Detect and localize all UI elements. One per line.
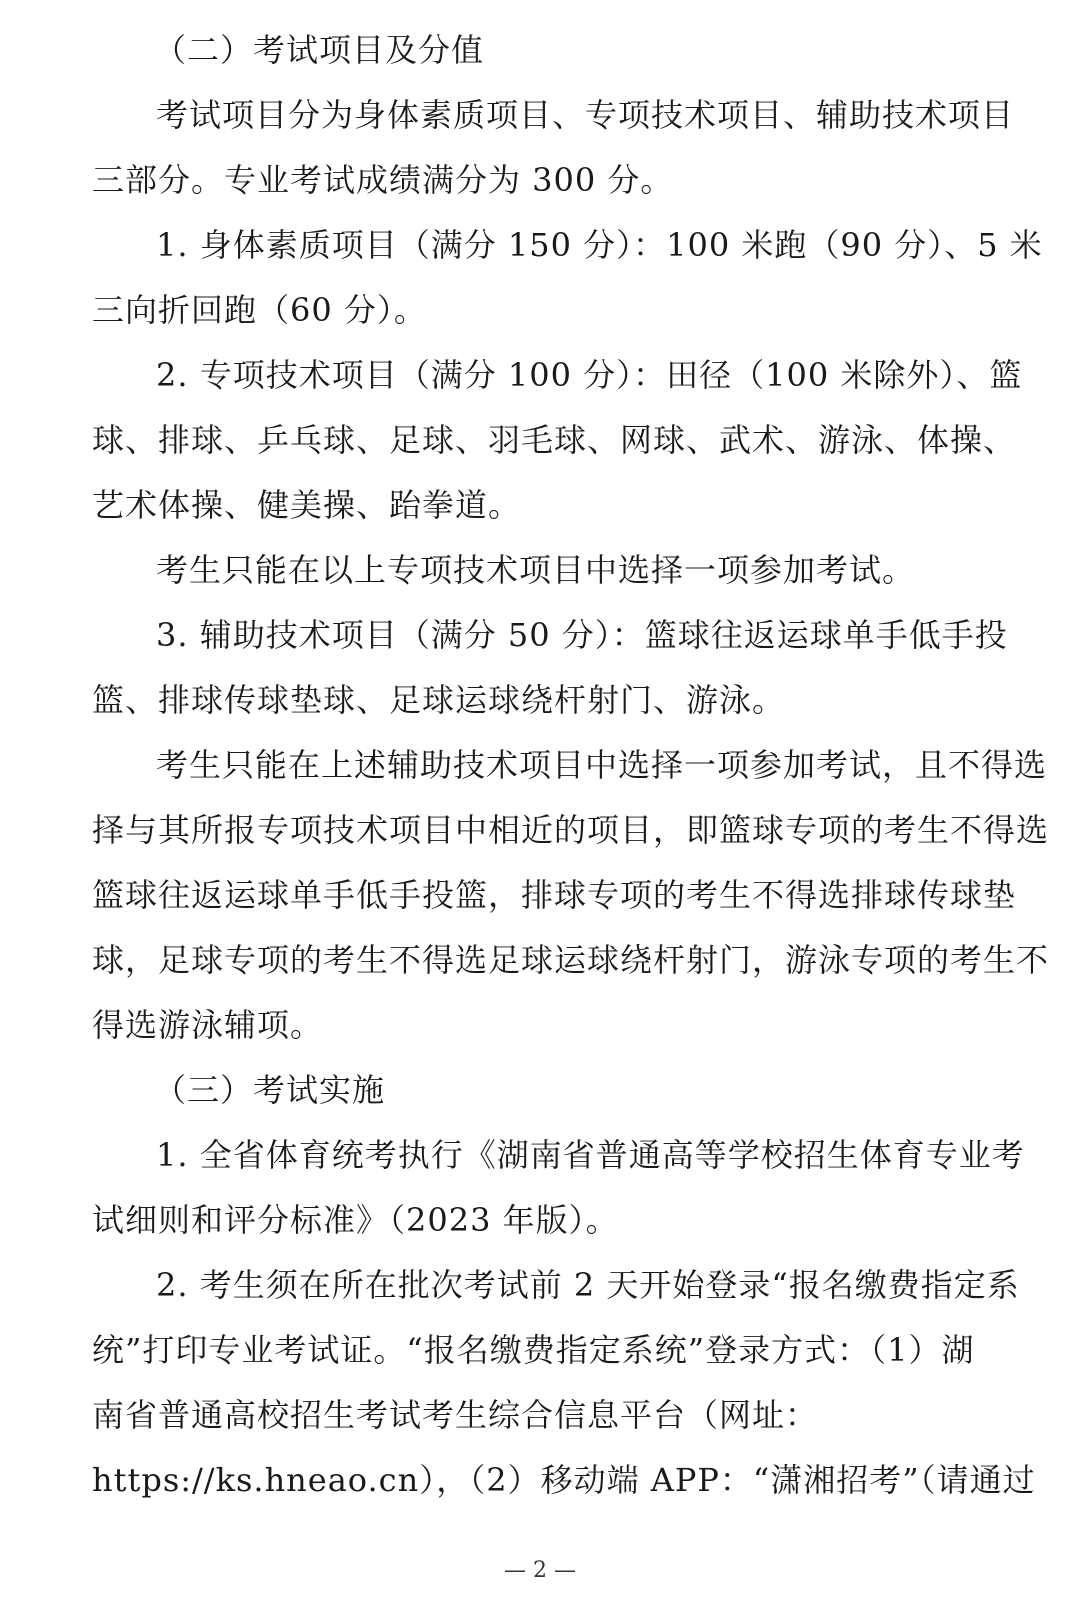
paragraph-line: 试细则和评分标准》（2023 年版）。 — [92, 1201, 619, 1239]
paragraph-line: 1. 身体素质项目（满分 150 分）：100 米跑（90 分）、5 米 — [156, 226, 1043, 264]
section-heading-2: （二）考试项目及分值 — [154, 31, 485, 69]
paragraph-line: 三部分。专业考试成绩满分为 300 分。 — [92, 161, 674, 199]
paragraph-line: 考试项目分为身体素质项目、专项技术项目、辅助技术项目 — [156, 96, 1015, 134]
paragraph-line: https://ks.hneao.cn），（2）移动端 APP：“潇湘招考”（请通过 — [92, 1461, 1036, 1499]
paragraph-line: 3. 辅助技术项目（满分 50 分）：篮球往返运球单手低手投 — [156, 616, 1008, 654]
paragraph-line: 南省普通高校招生考试考生综合信息平台（网址： — [92, 1396, 819, 1434]
paragraph-line: 三向折回跑（60 分）。 — [92, 291, 427, 329]
paragraph-line: 2. 考生须在所在批次考试前 2 天开始登录“报名缴费指定系 — [156, 1266, 1020, 1304]
paragraph-line: 1. 全省体育统考执行《湖南省普通高等学校招生体育专业考 — [156, 1136, 1025, 1174]
paragraph-line: 球、排球、乒乓球、足球、羽毛球、网球、武术、游泳、体操、 — [92, 421, 1017, 459]
paragraph-line: 择与其所报专项技术项目中相近的项目，即篮球专项的考生不得选 — [92, 811, 1050, 849]
paragraph-line: 2. 专项技术项目（满分 100 分）：田径（100 米除外）、篮 — [156, 356, 1023, 394]
document-body — [92, 18, 1050, 1513]
paragraph-line: 艺术体操、健美操、跆拳道。 — [92, 486, 522, 524]
paragraph-line: 篮球往返运球单手低手投篮，排球专项的考生不得选排球传球垫 — [92, 876, 1017, 914]
paragraph-line: 球，足球专项的考生不得选足球运球绕杆射门，游泳专项的考生不 — [92, 941, 1050, 979]
paragraph-line: 考生只能在上述辅助技术项目中选择一项参加考试，且不得选 — [156, 746, 1048, 784]
page-number: — 2 — — [504, 1558, 576, 1583]
section-heading-3: （三）考试实施 — [154, 1071, 386, 1109]
paragraph-line: 得选游泳辅项。 — [92, 1006, 324, 1044]
paragraph-line: 统”打印专业考试证。“报名缴费指定系统”登录方式：（1）湖 — [92, 1331, 975, 1369]
paragraph-line: 篮、排球传球垫球、足球运球绕杆射门、游泳。 — [92, 681, 786, 719]
paragraph-line: 考生只能在以上专项技术项目中选择一项参加考试。 — [156, 551, 916, 589]
